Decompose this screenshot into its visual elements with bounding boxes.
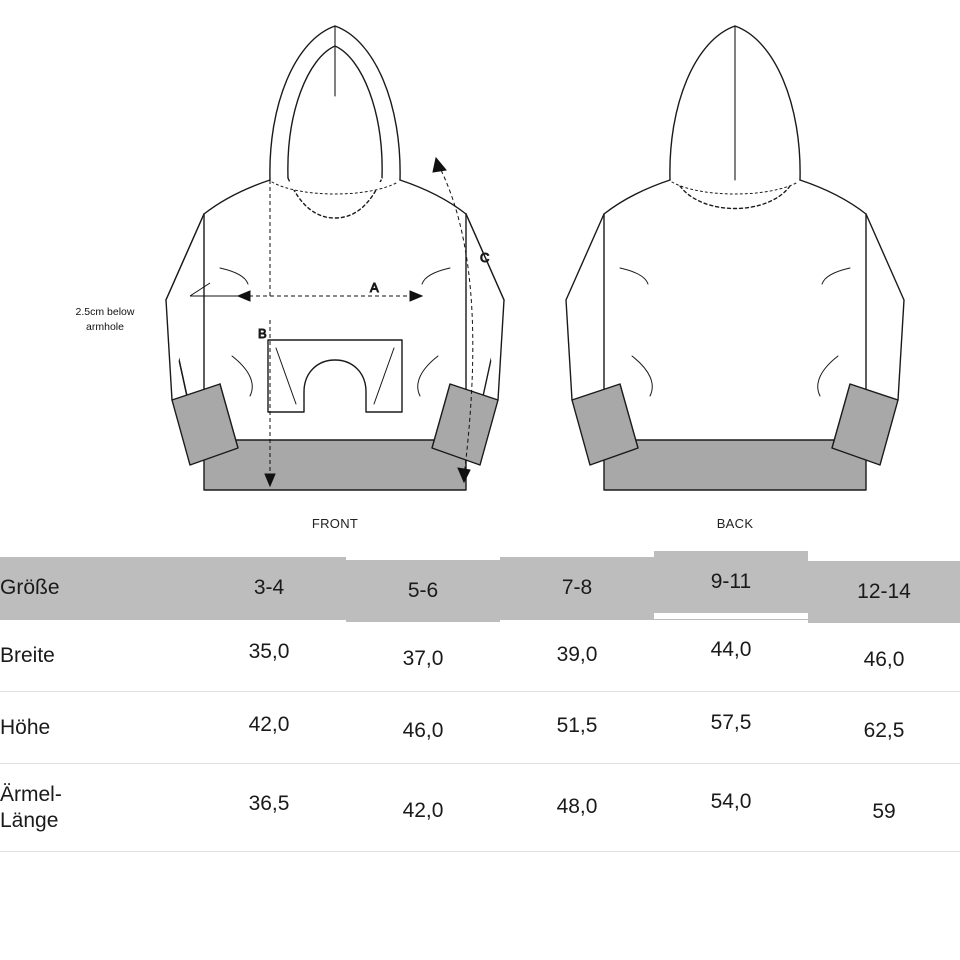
table-row <box>0 620 960 692</box>
table-row <box>0 692 960 764</box>
hoehe-12-14: 62,5 <box>808 695 960 767</box>
armhole-note-line2: armhole <box>86 321 124 334</box>
table-filler-row <box>0 852 960 933</box>
aermel-7-8: 48,0 <box>500 763 654 851</box>
table-header-row <box>0 557 960 620</box>
row-label-aermel-line2: Länge <box>0 808 59 832</box>
breite-5-6: 37,0 <box>346 623 500 695</box>
breite-9-11: 44,0 <box>654 614 808 686</box>
row-label-aermel-line1: Ärmel- <box>0 782 62 806</box>
table-row <box>0 764 960 852</box>
hoehe-7-8: 51,5 <box>500 690 654 762</box>
measure-a-label: A <box>370 280 379 295</box>
hoehe-9-11: 57,5 <box>654 687 808 759</box>
breite-3-4: 35,0 <box>192 616 346 688</box>
armhole-note-line1: 2.5cm below <box>75 306 135 318</box>
hoehe-5-6: 46,0 <box>346 695 500 767</box>
header-size-9-11: 9-11 <box>654 551 808 614</box>
aermel-3-4: 36,5 <box>192 760 346 848</box>
hoodie-front-view <box>120 0 550 555</box>
header-size: Größe <box>0 557 192 620</box>
aermel-12-14: 59 <box>808 768 960 856</box>
header-size-3-4: 3-4 <box>192 557 346 620</box>
measure-c-label: C <box>480 250 490 265</box>
row-label-aermel-laenge <box>0 764 192 852</box>
header-size-7-8: 7-8 <box>500 557 654 620</box>
aermel-9-11: 54,0 <box>654 758 808 846</box>
hoehe-3-4: 42,0 <box>192 689 346 761</box>
row-label-hoehe: Höhe <box>0 692 192 764</box>
row-label-breite: Breite <box>0 620 192 692</box>
breite-7-8: 39,0 <box>500 619 654 691</box>
back-view-label: BACK <box>716 516 754 531</box>
header-size-12-14: 12-14 <box>808 561 960 624</box>
aermel-5-6: 42,0 <box>346 767 500 855</box>
front-view-label: FRONT <box>311 516 359 531</box>
size-table <box>0 557 960 932</box>
header-size-5-6: 5-6 <box>346 560 500 623</box>
breite-12-14: 46,0 <box>808 624 960 696</box>
hoodie-back-view <box>520 0 950 555</box>
measure-b-label: B <box>258 326 267 341</box>
